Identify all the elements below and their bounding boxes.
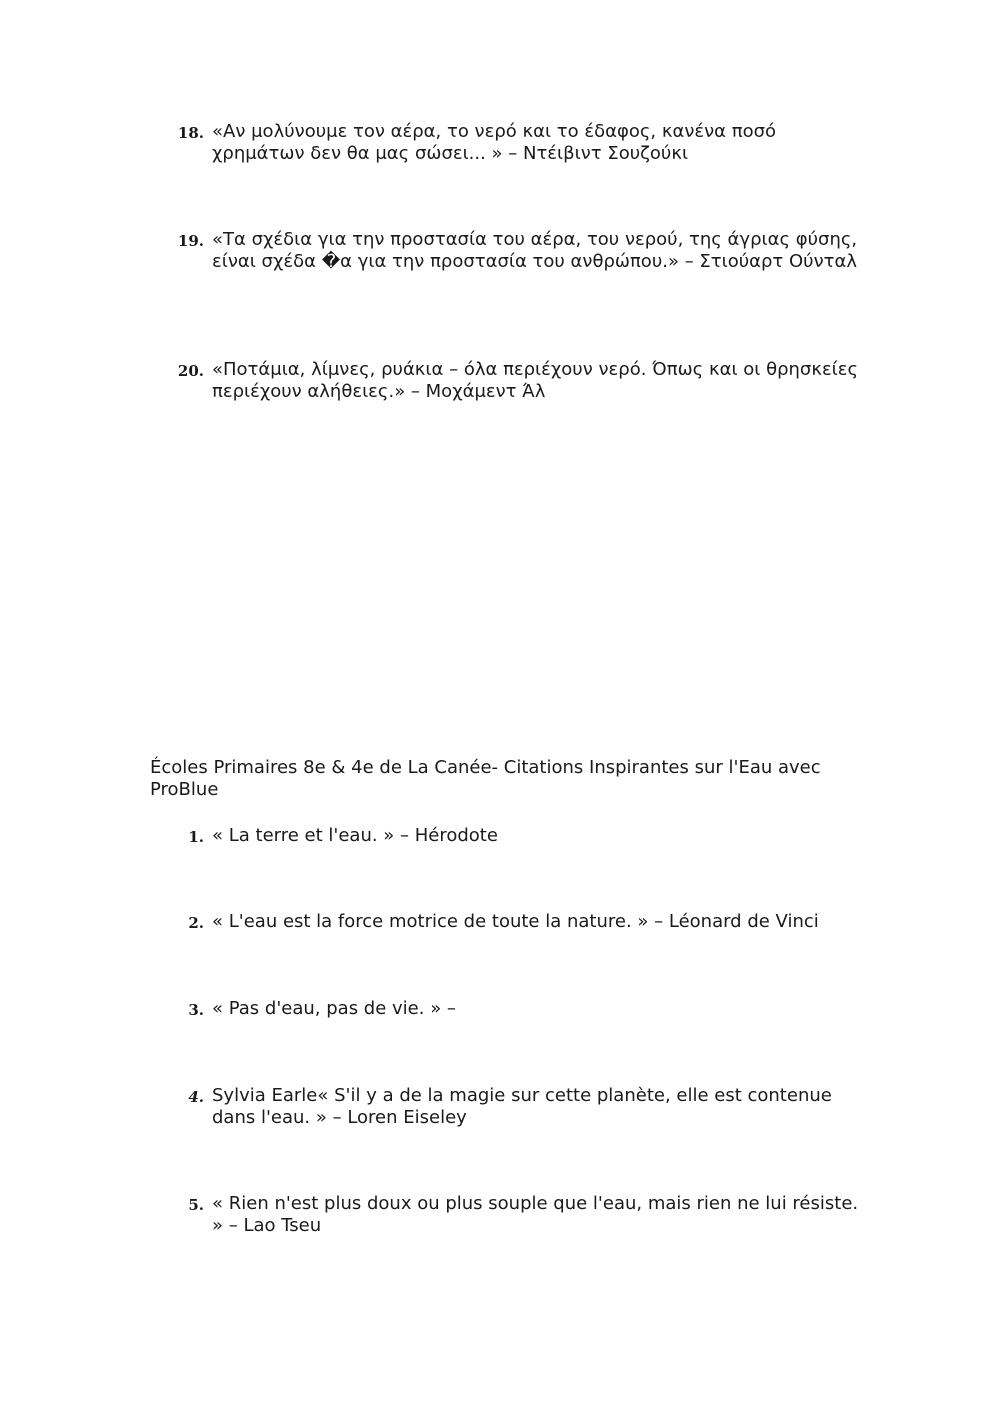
list-number: 19.: [177, 232, 204, 250]
list-number: 3.: [188, 1001, 204, 1019]
quote-text: «Ποτάμια, λίμνες, ρυάκια – όλα περιέχουν νερό. Όπως και οι θρησκείες περιέχουν αλήθειες.» – Μοχάμεντ Άλ: [212, 359, 859, 402]
list-item: [150, 121, 870, 165]
quote-text: « Rien n'est plus doux ou plus souple que l'eau, mais rien ne lui résiste. » – Lao Tseu: [212, 1193, 859, 1236]
list-number: 4.: [188, 1088, 204, 1106]
list-number: 2.: [188, 914, 204, 932]
quote-text: «Αν μολύνουμε τον αέρα, το νερό και το έδαφος, κανένα ποσό χρημάτων δεν θα μας σώσει... » – Ντέιβιντ Σουζούκι: [212, 121, 777, 164]
list-item: [150, 1193, 870, 1237]
quote-text: Sylvia Earle« S'il y a de la magie sur cette planète, elle est contenue dans l'eau. » – Loren Eiseley: [212, 1085, 832, 1128]
list-number: 1.: [188, 828, 204, 846]
quote-text: « Pas d'eau, pas de vie. » –: [212, 998, 456, 1019]
list-item: [150, 911, 870, 934]
quote-text: «Τα σχέδια για την προστασία του αέρα, του νερού, της άγριας φύσης, είναι σχέδα �α για την προστασία του ανθρώπου.» – Στιούαρτ Ούνταλ: [212, 229, 858, 272]
list-number: 5.: [188, 1196, 204, 1214]
list-number: 18.: [177, 124, 204, 142]
list-item: [150, 359, 870, 403]
quote-text: « L'eau est la force motrice de toute la nature. » – Léonard de Vinci: [212, 911, 819, 932]
list-number: 20.: [177, 362, 204, 380]
list-item: [150, 1085, 870, 1129]
list-item: [150, 229, 870, 273]
section-heading: Écoles Primaires 8e & 4e de La Canée- Citations Inspirantes sur l'Eau avec ProBlue: [150, 757, 821, 800]
quote-text: « La terre et l'eau. » – Hérodote: [212, 825, 498, 846]
list-item: [150, 998, 870, 1021]
list-item: [150, 825, 870, 848]
